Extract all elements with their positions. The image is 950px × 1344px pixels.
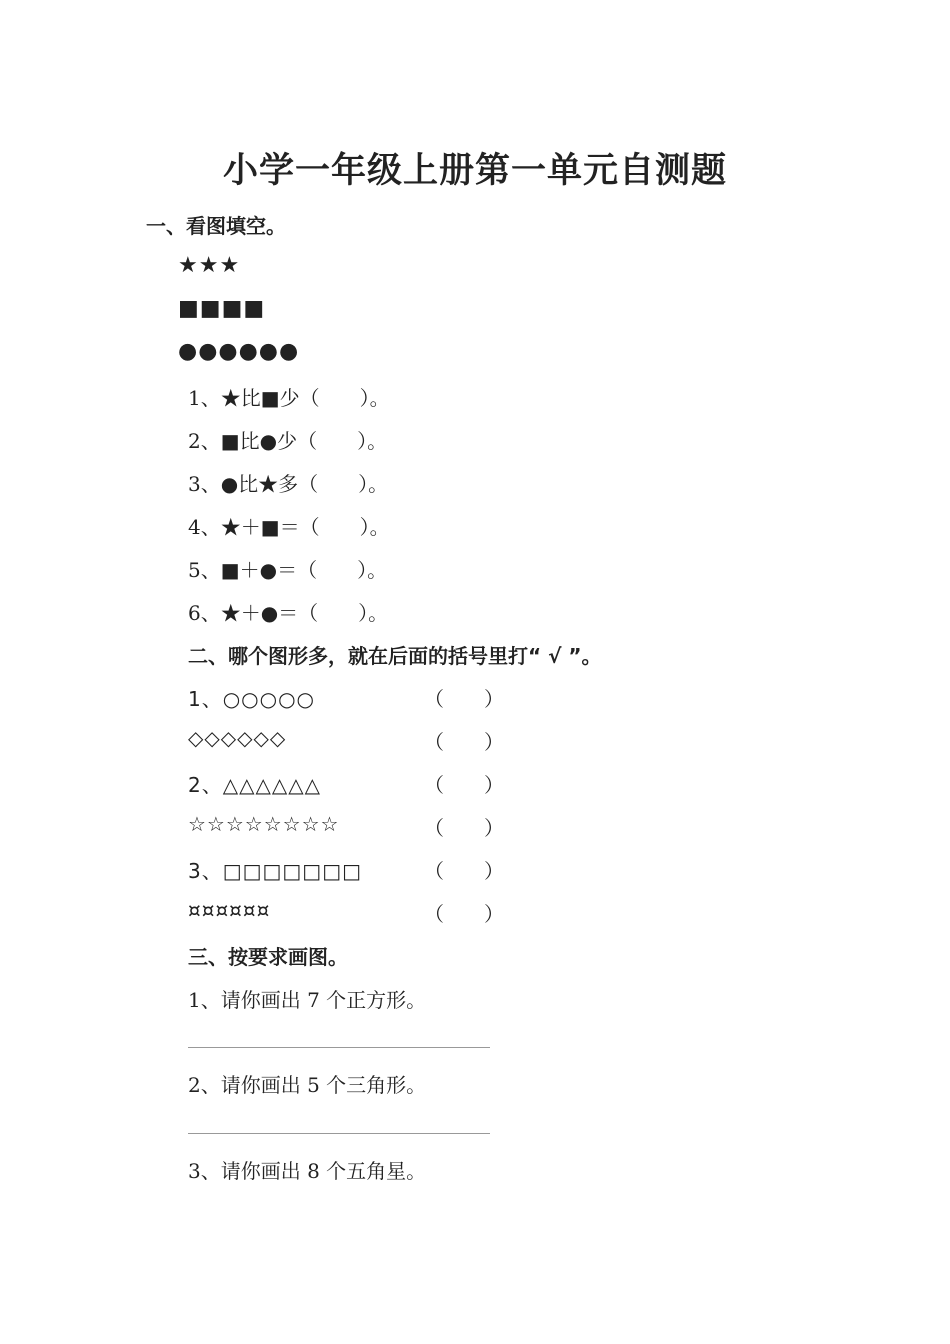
answer-brackets: （ ） xyxy=(424,816,504,840)
compare-shapes: 1、○○○○○ xyxy=(188,687,315,711)
question-3: 3、●比★多（ ）。 xyxy=(188,472,389,496)
compare-shapes: 3、□□□□□□□ xyxy=(188,859,362,883)
compare-row xyxy=(188,726,608,756)
compare-shapes: ◇◇◇◇◇◇ xyxy=(188,726,287,750)
compare-shapes: ☆☆☆☆☆☆☆☆ xyxy=(188,812,340,836)
answer-line[interactable] xyxy=(188,1047,490,1048)
question-2: 2、■比●少（ ）。 xyxy=(188,429,388,453)
section3-heading: 三、按要求画图。 xyxy=(188,945,348,969)
compare-row xyxy=(188,855,608,885)
compare-row xyxy=(188,898,608,928)
section1-heading: 一、看图填空。 xyxy=(146,214,286,238)
answer-brackets: （ ） xyxy=(424,773,504,797)
answer-line[interactable] xyxy=(188,1133,490,1134)
compare-shapes: 2、△△△△△△ xyxy=(188,773,322,797)
question-6: 6、★＋●＝（ ）。 xyxy=(188,601,389,625)
draw-task-2: 2、请你画出 5 个三角形。 xyxy=(188,1073,427,1097)
draw-task-1: 1、请你画出 7 个正方形。 xyxy=(188,988,427,1012)
page-title: 小学一年级上册第一单元自测题 xyxy=(222,150,727,191)
draw-task-3: 3、请你画出 8 个五角星。 xyxy=(188,1159,427,1183)
compare-row xyxy=(188,812,608,842)
answer-brackets: （ ） xyxy=(424,687,504,711)
answer-brackets: （ ） xyxy=(424,730,504,754)
compare-row xyxy=(188,683,608,713)
circles-row: ●●●●●● xyxy=(178,339,300,364)
question-4: 4、★＋■＝（ ）。 xyxy=(188,515,390,539)
compare-shapes: ¤¤¤¤¤¤ xyxy=(188,898,271,922)
question-1: 1、★比■少（ ）。 xyxy=(188,386,390,410)
answer-brackets: （ ） xyxy=(424,902,504,926)
section2-heading: 二、哪个图形多，就在后面的括号里打“ √ ”。 xyxy=(188,644,602,668)
compare-row xyxy=(188,769,608,799)
stars-row: ★★★ xyxy=(178,253,241,278)
question-5: 5、■＋●＝（ ）。 xyxy=(188,558,388,582)
answer-brackets: （ ） xyxy=(424,859,504,883)
squares-row: ■■■■ xyxy=(178,296,266,321)
